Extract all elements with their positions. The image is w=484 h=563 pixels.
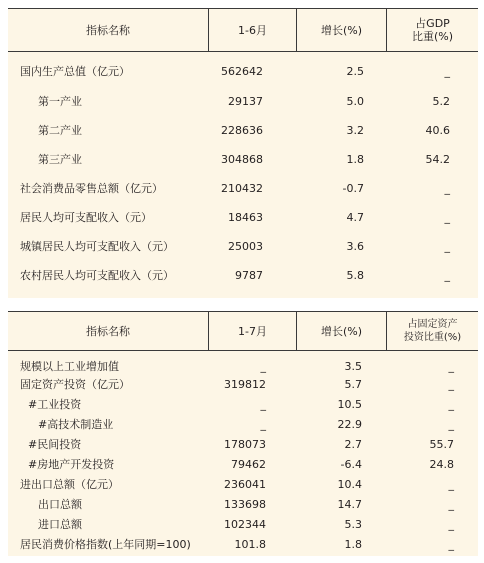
row-growth: 3.6: [346, 240, 364, 253]
row-value: 562642: [221, 65, 263, 78]
row-name: 农村居民人均可支配收入（元）: [20, 269, 174, 282]
row-share: _: [444, 240, 450, 253]
row-growth: 3.2: [346, 124, 364, 137]
row-share: _: [444, 182, 450, 195]
row-name: #房地产开发投资: [28, 458, 115, 471]
row-share: 40.6: [425, 124, 450, 137]
row-value: 133698: [224, 498, 266, 511]
row-value: 236041: [224, 478, 266, 491]
row-value: 319812: [224, 378, 266, 391]
table-row: [8, 395, 478, 415]
row-share: _: [444, 211, 450, 224]
row-value: _: [260, 360, 266, 373]
row-share: _: [444, 65, 450, 78]
row-name: 规模以上工业增加值: [20, 360, 119, 373]
table-row: [8, 179, 478, 199]
investment-table: [8, 311, 478, 556]
row-name: 居民消费价格指数(上年同期=100): [20, 538, 191, 551]
row-share: _: [448, 398, 454, 411]
table-row: [8, 475, 478, 495]
row-share: _: [448, 418, 454, 431]
row-share: _: [444, 269, 450, 282]
table-row: [8, 495, 478, 515]
row-growth: 5.7: [344, 378, 362, 391]
row-growth: 22.9: [337, 418, 362, 431]
row-name: 固定资产投资（亿元）: [20, 378, 130, 391]
table-row: [8, 121, 478, 141]
row-share: 5.2: [432, 95, 450, 108]
header-growth: 增长(%): [296, 9, 386, 51]
table-row: [8, 62, 478, 82]
investment-table-header: [8, 311, 478, 351]
row-value: _: [260, 398, 266, 411]
row-value: 102344: [224, 518, 266, 531]
row-growth: 2.7: [344, 438, 362, 451]
table-row: [8, 150, 478, 170]
row-growth: 5.8: [346, 269, 364, 282]
row-value: _: [260, 418, 266, 431]
row-share: 24.8: [429, 458, 454, 471]
header-gdp-share: [386, 9, 478, 51]
row-name: 居民人均可支配收入（元）: [20, 211, 152, 224]
row-growth: -0.7: [342, 182, 364, 195]
row-growth: 10.4: [337, 478, 362, 491]
row-growth: 5.0: [346, 95, 364, 108]
table-row: [8, 375, 478, 395]
row-value: 210432: [221, 182, 263, 195]
row-value: 178073: [224, 438, 266, 451]
table-row: [8, 455, 478, 475]
row-share: _: [448, 498, 454, 511]
row-growth: 2.5: [346, 65, 364, 78]
row-name: 第一产业: [38, 95, 82, 108]
header-period: 1-6月: [208, 9, 296, 51]
table-row: [8, 237, 478, 257]
header-investment-share: [386, 312, 478, 350]
row-growth: 4.7: [346, 211, 364, 224]
row-growth: 3.5: [344, 360, 362, 373]
row-share: _: [448, 538, 454, 551]
table-row: [8, 535, 478, 555]
table-row: [8, 266, 478, 286]
row-growth: 14.7: [337, 498, 362, 511]
row-name: #高技术制造业: [38, 418, 114, 431]
row-value: 228636: [221, 124, 263, 137]
gdp-table: [8, 8, 478, 298]
row-growth: 1.8: [344, 538, 362, 551]
table-row: [8, 357, 478, 377]
row-name: 进出口总额（亿元）: [20, 478, 119, 491]
row-value: 304868: [221, 153, 263, 166]
row-value: 9787: [235, 269, 263, 282]
row-name: 城镇居民人均可支配收入（元）: [20, 240, 174, 253]
header-indicator-name: 指标名称: [86, 23, 130, 37]
row-share: _: [448, 378, 454, 391]
row-share: _: [448, 360, 454, 373]
row-growth: -6.4: [340, 458, 362, 471]
row-growth: 5.3: [344, 518, 362, 531]
header-period: 1-7月: [208, 312, 296, 350]
table-row: [8, 92, 478, 112]
row-value: 29137: [228, 95, 263, 108]
row-name: 第二产业: [38, 124, 82, 137]
row-share: _: [448, 478, 454, 491]
row-growth: 10.5: [337, 398, 362, 411]
row-name: 社会消费品零售总额（亿元）: [20, 182, 163, 195]
row-name: #工业投资: [28, 398, 82, 411]
row-value: 18463: [228, 211, 263, 224]
row-name: 国内生产总值（亿元）: [20, 65, 130, 78]
header-investment-share-label: 占固定资产 投资比重(%): [403, 319, 462, 343]
gdp-table-header: [8, 8, 478, 52]
header-indicator-name: 指标名称: [86, 324, 130, 338]
row-share: _: [448, 518, 454, 531]
row-share: 54.2: [425, 153, 450, 166]
header-gdp-share-label: 占GDP 比重(%): [411, 17, 454, 43]
table-row: [8, 415, 478, 435]
row-value: 101.8: [234, 538, 266, 551]
header-growth: 增长(%): [296, 312, 386, 350]
table-row: [8, 515, 478, 535]
row-name: #民间投资: [28, 438, 82, 451]
row-name: 进口总额: [38, 518, 82, 531]
row-growth: 1.8: [346, 153, 364, 166]
row-value: 25003: [228, 240, 263, 253]
row-share: 55.7: [429, 438, 454, 451]
row-name: 出口总额: [38, 498, 82, 511]
table-row: [8, 208, 478, 228]
row-value: 79462: [231, 458, 266, 471]
row-name: 第三产业: [38, 153, 82, 166]
table-row: [8, 435, 478, 455]
